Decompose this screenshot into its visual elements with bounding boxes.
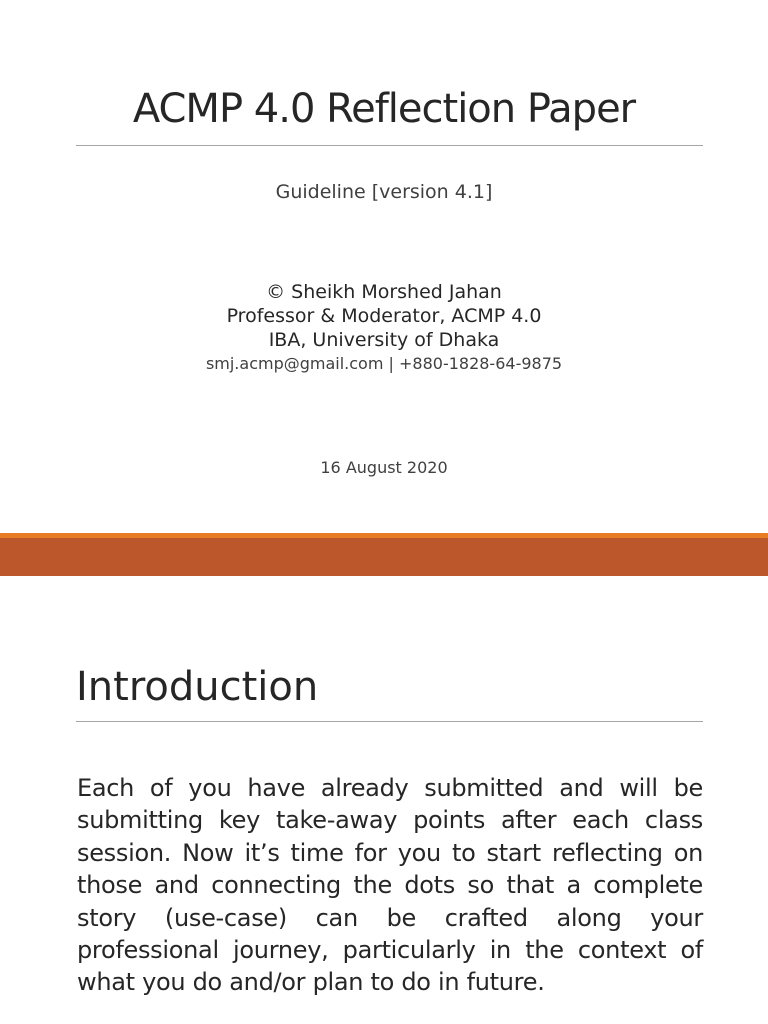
author-contact: smj.acmp@gmail.com | +880-1828-64-9875 — [205, 354, 563, 373]
slide-separator-band — [0, 533, 768, 576]
introduction-body: Each of you have already submitted and will be submitting key take-away points after each class session. Now it’s time for you to start reflecting on those and connecting the dots so that a complete story (use-case) can be crafted along your professional journey, particularly in the context of what you do and/or plan to do in future. — [77, 774, 703, 997]
introduction-slide — [0, 576, 768, 1024]
author-institution: IBA, University of Dhaka — [268, 329, 500, 351]
subtitle: Guideline [version 4.1] — [275, 181, 493, 203]
section-divider — [76, 721, 703, 722]
band-accent-stripe — [0, 533, 768, 538]
author-name: © Sheikh Morshed Jahan — [266, 281, 502, 303]
section-title: Introduction — [76, 664, 319, 710]
document-date: 16 August 2020 — [320, 458, 448, 477]
author-role: Professor & Moderator, ACMP 4.0 — [226, 305, 542, 327]
page-title: ACMP 4.0 Reflection Paper — [132, 86, 636, 132]
title-divider — [76, 145, 703, 146]
author-block — [0, 280, 768, 375]
